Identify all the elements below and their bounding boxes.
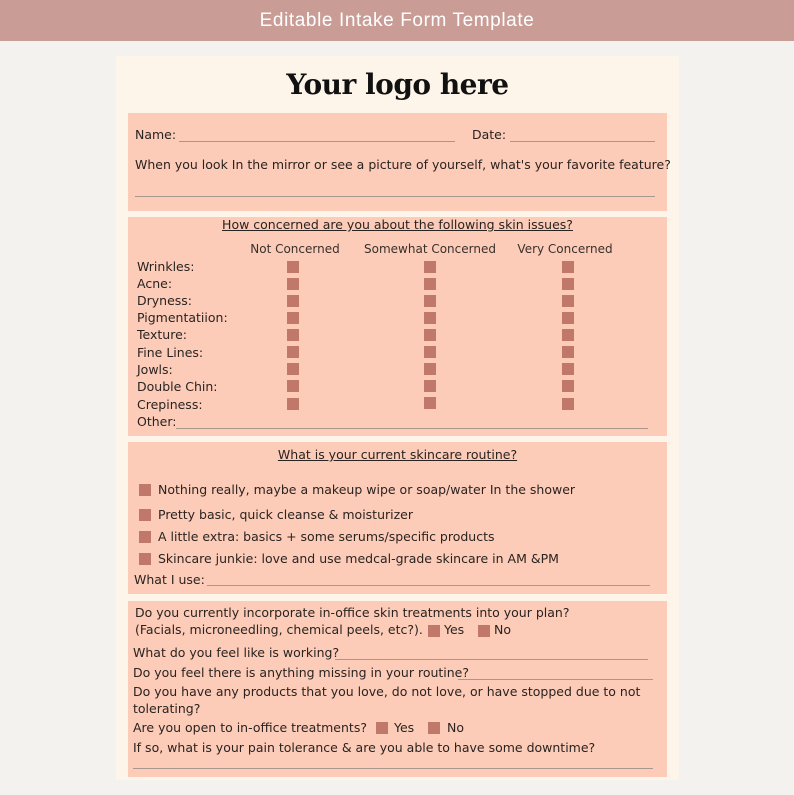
issue-fine-lines: Fine Lines:	[137, 345, 204, 360]
routine-option-3-label: A little extra: basics + some serums/specific products	[158, 529, 495, 544]
skincare-routine-heading: What is your current skincare routine?	[277, 447, 518, 462]
pain-tolerance-question: If so, what is your pain tolerance & are you able to have some downtime?	[133, 740, 596, 755]
pigmentation-somewhat-checkbox[interactable]	[424, 312, 436, 324]
crepiness-somewhat-checkbox[interactable]	[424, 397, 436, 409]
banner-title: Editable Intake Form Template	[259, 10, 535, 31]
favorite-feature-field[interactable]	[135, 196, 655, 197]
crepiness-not-checkbox[interactable]	[287, 398, 299, 410]
texture-very-checkbox[interactable]	[562, 329, 574, 341]
products-question-cont: tolerating?	[133, 701, 201, 716]
issue-double-chin: Double Chin:	[137, 379, 218, 394]
in-office-yes-checkbox[interactable]	[428, 625, 440, 637]
open-yes-checkbox[interactable]	[376, 722, 388, 734]
col-not-concerned: Not Concerned	[250, 242, 340, 256]
issue-wrinkles: Wrinkles:	[137, 259, 195, 274]
routine-option-2-checkbox[interactable]	[139, 509, 151, 521]
issue-jowls: Jowls:	[137, 362, 173, 377]
crepiness-very-checkbox[interactable]	[562, 398, 574, 410]
open-no-checkbox[interactable]	[428, 722, 440, 734]
what-i-use-field[interactable]	[207, 585, 650, 586]
issue-other: Other:	[137, 414, 177, 429]
in-office-yes-label: Yes	[444, 622, 465, 637]
favorite-feature-question: When you look In the mirror or see a picture of yourself, what's your favorite feature?	[135, 157, 671, 172]
wrinkles-very-checkbox[interactable]	[562, 261, 574, 273]
jowls-not-checkbox[interactable]	[287, 363, 299, 375]
texture-somewhat-checkbox[interactable]	[424, 329, 436, 341]
acne-not-checkbox[interactable]	[287, 278, 299, 290]
missing-field[interactable]	[458, 679, 653, 680]
open-to-treatments-question: Are you open to in-office treatments?	[133, 720, 367, 735]
dryness-not-checkbox[interactable]	[287, 295, 299, 307]
in-office-no-checkbox[interactable]	[478, 625, 490, 637]
routine-option-2-label: Pretty basic, quick cleanse & moisturizer	[158, 507, 414, 522]
wrinkles-not-checkbox[interactable]	[287, 261, 299, 273]
missing-question: Do you feel there is anything missing in your routine?	[133, 665, 470, 680]
other-issue-field[interactable]	[176, 428, 648, 429]
routine-option-1-checkbox[interactable]	[139, 484, 151, 496]
routine-option-4-checkbox[interactable]	[139, 553, 151, 565]
what-i-use-label: What I use:	[134, 572, 205, 587]
skin-concerns-heading: How concerned are you about the following skin issues?	[222, 217, 573, 232]
fine-lines-somewhat-checkbox[interactable]	[424, 346, 436, 358]
name-field[interactable]	[179, 141, 455, 142]
fine-lines-not-checkbox[interactable]	[287, 346, 299, 358]
in-office-question: Do you currently incorporate in-office skin treatments into your plan?	[135, 605, 570, 620]
col-very-concerned: Very Concerned	[517, 242, 613, 256]
issue-pigmentation: Pigmentatiion:	[137, 310, 228, 325]
logo-placeholder: Your logo here	[286, 68, 509, 101]
pigmentation-not-checkbox[interactable]	[287, 312, 299, 324]
wrinkles-somewhat-checkbox[interactable]	[424, 261, 436, 273]
jowls-very-checkbox[interactable]	[562, 363, 574, 375]
acne-somewhat-checkbox[interactable]	[424, 278, 436, 290]
open-no-label: No	[447, 720, 464, 735]
jowls-somewhat-checkbox[interactable]	[424, 363, 436, 375]
date-field[interactable]	[510, 141, 655, 142]
issue-acne: Acne:	[137, 276, 173, 291]
name-label: Name:	[135, 127, 177, 142]
pigmentation-very-checkbox[interactable]	[562, 312, 574, 324]
top-banner	[0, 0, 794, 41]
routine-option-3-checkbox[interactable]	[139, 531, 151, 543]
fine-lines-very-checkbox[interactable]	[562, 346, 574, 358]
date-label: Date:	[472, 127, 507, 142]
dryness-somewhat-checkbox[interactable]	[424, 295, 436, 307]
products-question: Do you have any products that you love, do not love, or have stopped due to not	[133, 684, 641, 699]
routine-option-1-label: Nothing really, maybe a makeup wipe or soap/water In the shower	[158, 482, 576, 497]
double-chin-not-checkbox[interactable]	[287, 380, 299, 392]
pain-tolerance-field[interactable]	[133, 768, 653, 769]
working-question: What do you feel like is working?	[133, 645, 340, 660]
double-chin-somewhat-checkbox[interactable]	[424, 380, 436, 392]
issue-dryness: Dryness:	[137, 293, 193, 308]
issue-texture: Texture:	[137, 327, 187, 342]
texture-not-checkbox[interactable]	[287, 329, 299, 341]
issue-crepiness: Crepiness:	[137, 397, 203, 412]
routine-option-4-label: Skincare junkie: love and use medcal-grade skincare in AM &PM	[158, 551, 559, 566]
in-office-examples: (Facials, microneedling, chemical peels, etc?).	[135, 622, 423, 637]
double-chin-very-checkbox[interactable]	[562, 380, 574, 392]
in-office-no-label: No	[494, 622, 511, 637]
open-yes-label: Yes	[394, 720, 415, 735]
dryness-very-checkbox[interactable]	[562, 295, 574, 307]
acne-very-checkbox[interactable]	[562, 278, 574, 290]
working-field[interactable]	[335, 659, 648, 660]
col-somewhat-concerned: Somewhat Concerned	[364, 242, 496, 256]
